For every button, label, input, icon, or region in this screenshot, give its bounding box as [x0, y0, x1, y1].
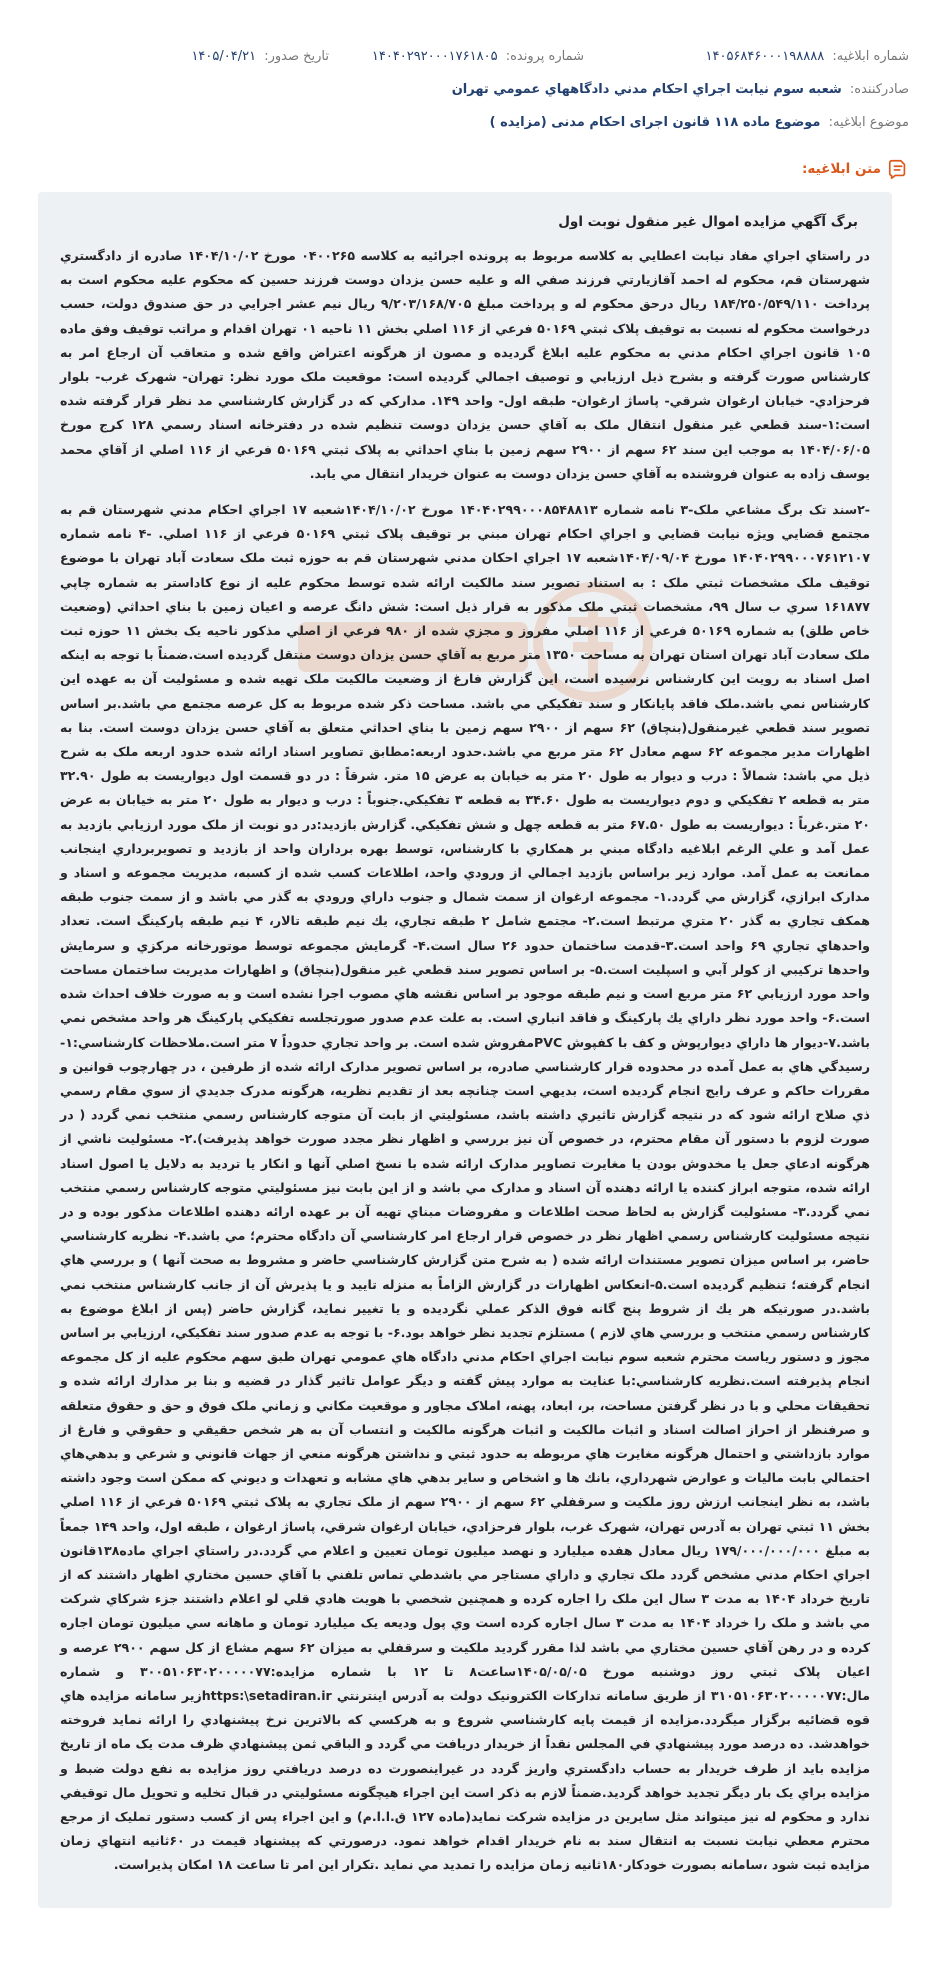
notice-title: برگ آگهي مزايده اموال غير منقول نوبت اول	[558, 214, 858, 230]
notice-content-box	[38, 192, 892, 1908]
subject-line	[30, 115, 909, 130]
document-chat-icon	[887, 158, 909, 180]
case-number	[372, 49, 584, 64]
case-number-label: شماره پرونده:	[505, 48, 584, 64]
subject-value: موضوع ماده ۱۱۸ قانون اجرای احکام مدنی (مزایده )	[489, 115, 821, 130]
notice-number-label: شماره ابلاغیه:	[832, 48, 909, 64]
sender-value: شعبه سوم نيابت اجراي احكام مدني دادگاههاي عمومي تهران	[451, 82, 842, 97]
issue-date	[191, 49, 329, 64]
notice-paragraph: در راستاي اجراي مفاد نيابت اعطايي به کلاسه مربوط به پرونده اجرائيه به کلاسه ۰۴۰۰۲۶۵ مورخ ۱۴۰۴/۱۰/۰۲ صادره از دادگستري شهرستان قم، محکوم له احمد آقازيارتي فرزند صفي اله و عليه حسن يزدان دوست فرزند حسين که محکوم عليه محکوم است به پرداخت ۱۸۴/۲۵۰/۵۴۹/۱۱۰ ريال درحق محکوم له و پرداخت مبلغ ۹/۲۰۳/۱۶۸/۷۰۵ ريال نيم عشر اجرايي در حق صندوق دولت، حسب درخواست محکوم له نسبت به توقيف پلاک ثبتي ۵۰۱۶۹ فرعي از ۱۱۶ اصلي بخش ۱۱ ناحيه ۰۱ تهران اقدام و مراتب توقيف وفق ماده ۱۰۵ قانون اجراي احکام مدني به محکوم عليه ابلاغ گرديده و مصون از هرگونه اعتراض واقع شده و متعاقب آن ارجاع امر به کارشناس صورت گرفته و بشرح ذيل ارزيابي و توصيف اجمالي گرديده است: موقعيت ملک مورد نظر: تهران- شهرک غرب- بلوار فرحزادي- خيابان ارغوان شرقي- پاساژ ارغوان- طبقه اول- واحد ۱۴۹. مدارکي که در گزارش کارشناسي مد نظر قرار گرفته شده است:۱-سند قطعي غير منقول انتقال ملک به آقاي حسن يزدان دوست تنظيم شده در دفترخانه اسناد رسمي ۱۲۸ کرج مورخ ۱۴۰۴/۰۶/۰۵ به موجب اين سند ۶۲ سهم از ۲۹۰۰ سهم زمين با بناي احداثي به پلاک ثبتي ۵۰۱۶۹ فرعي از ۱۱۶ اصلي از آقاي محمد يوسف زاده به عنوان فروشنده به آقاي حسن يزدان دوست به عنوان خريدار انتقال مي يابد.	[60, 248, 870, 481]
subject-label: موضوع ابلاغیه:	[828, 115, 909, 130]
case-number-value: ۱۴۰۴۰۲۹۲۰۰۰۱۷۶۱۸۰۵	[371, 48, 498, 64]
notice-meta-row	[30, 44, 909, 68]
notice-number-value: ۱۴۰۵۶۸۴۶۰۰۰۱۹۸۸۸۸	[705, 48, 825, 64]
notice-paragraph: -۲سند تک برگ مشاعي ملک-۳ نامه شماره ۱۴۰۴۰۲۹۹۰۰۰۸۵۴۸۸۱۳ مورخ ۱۴۰۴/۱۰/۰۲شعبه ۱۷ اجراي احکام مدني شهرستان قم به مجتمع قضايي ويژه نيابت قضايي و اجراي احکام تهران مبني بر توقيف پلاک ثبتي ۵۰۱۶۹ فرعي از ۱۱۶ اصلي. -۴ نامه شماره ۱۴۰۴۰۲۹۹۰۰۰۷۶۱۲۱۰۷ مورخ ۱۴۰۴/۰۹/۰۴شعبه ۱۷ اجراي احکان مدني شهرستان قم به حوزه ثبت ملک سعادت آباد تهران با موضوع توقيف ملک مشخصات ثبتي ملک : به استناد تصوير سند مالکيت ارائه شده توسط محکوم عليه از نوع کاداستر به شماره چاپي ۱۶۱۸۷۷ سري ب سال ۹۹، مشخصات ثبتي ملک مذکور به قرار ذيل است: شش دانگ عرصه و اعيان زمين با بناي احداثي (وضعيت خاص طلق) به شماره ۵۰۱۶۹ فرعي از ۱۱۶ اصلي مفروز و مجزي شده از ۹۸۰ فرعي از اصلي مذکور ناحيه يک بخش ۱۱ حوزه ثبت ملک سعادت آباد تهران استان تهران به مساحت ۱۳۵۰ متر مربع به آقاي حسن يزدان دوست منتقل گرديده است.ضمناً با توجه به اينکه اصل اسناد به رويت اين کارشناس نرسيده است، اين گزارش فارغ از وضعيت مالکيت ملک تهيه شده و مسئوليت آن به عهده اين کارشناس نمي باشد.ملک فاقد پايانکار و سند تفکيکي مي باشد. مساحت ذکر شده مربوط به کل عرصه مجتمع مي باشد.بر اساس تصوير سند قطعي غيرمنقول(بنچاق) ۶۲ سهم از ۲۹۰۰ سهم زمين با بناي احداثي متعلق به آقاي حسن يزدان دوست است. بنا به اظهارات مدير مجموعه ۶۲ سهم معادل ۶۲ متر مربع مي باشد.حدود اربعه:مطابق تصاوير اسناد ارائه شده حدود اربعه ملک به شرح ذيل مي باشد: شمالاً : درب و ديوار به طول ۲۰ متر به خيابان به عرض ۱۵ متر. شرقاً : در دو قسمت اول ديواريست به طول ۳۲.۹۰ متر به قطعه ۲ تفکيکي و دوم ديواريست به طول ۳۴.۶۰ به قطعه ۳ تفکيکي.جنوباً : درب و ديوار به طول ۲۰ متر به خيابان به عرض ۲۰ متر.غرباً : ديواريست به طول ۶۷.۵۰ متر به قطعه چهل و شش تفکيکي. گزارش بازديد:در دو نوبت از ملک مورد ارزيابي بازديد به عمل آمد و علي الرغم ابلاغيه دادگاه مبني بر همکاري با کارشناس، توسط بهره برداران واحد از بازديد و تصويربرداري اينجانب ممانعت به عمل آمد. موارد زير براساس بازديد اجمالي از ورودي واحد، اطلاعات کسب شده از کسبه، مديريت مجموعه و اسناد و مدارک ابرازي، گزارش مي گردد.۱- مجموعه ارغوان از سمت شمال و جنوب داراي ورودي به گذر مي باشد و از سمت جنوب طبقه همکف تجاري به گذر ۲۰ متري مرتبط است.۲- مجتمع شامل ۲ طبقه تجاري، يك نيم طبقه تالار، ۴ نيم طبقه پارکينگ است. تعداد واحدهاي تجاري ۶۹ واحد است.۳-قدمت ساختمان حدود ۲۶ سال است.۴- گرمايش مجموعه توسط موتورخانه مرکزي و سرمايش واحدها ترکيبي از کولر آبي و اسپليت است.۵- بر اساس تصوير سند قطعي غير منقول(بنچاق) و اظهارات مديريت ساختمان مساحت واحد مورد ارزيابي ۶۲ متر مربع است و نيم طبقه موجود بر اساس نقشه هاي مصوب اجرا نشده است و به صورت خلاف احداث شده است.۶- واحد مورد نظر داراي يك پارکينگ و فاقد انباري است. به علت عدم صدور صورتجلسه تفکيکي پارکينگ هر واحد مشخص نمي باشد.۷-ديوار ها داراي ديوارپوش و کف با کفپوش PVCمفروش شده است. بر واحد تجاري حدوداً ۷ متر است.ملاحظات کارشناسي:۱- رسيدگي هاي به عمل آمده در محدوده قرار کارشناسي صادره، بر اساس تصوير مدارک ارائه شده از طرفين ، در چهارچوب قوانين و مقررات حاکم و عرف رايج انجام گرديده است، بديهي است چنانچه بعد از تقديم نظريه، هرگونه مدرک جديدي از سوي مقام رسمي ذي صلاح ارائه شود که در نتيجه گزارش تاثيري داشته باشد، مسئوليتي از بابت آن متوجه کارشناس رسمي منتخب نمي گردد ( در صورت لزوم با دستور آن مقام محترم، در خصوص آن نيز بررسي و اظهار نظر مجدد صورت خواهد پذيرفت).۲- مسئوليت ناشي از هرگونه ادعاي جعل يا مخدوش بودن يا مغايرت تصاوير مدارک ارائه شده با نسخ اصلي آنها و انکار يا ترديد به دلايل يا اصول اسناد ارائه شده، متوجه ابراز کننده يا ارائه دهنده آن اسناد و مدارک مي باشد و از اين بابت نيز مسئوليتي متوجه کارشناس رسمي منتخب نمي گردد.۳- مسئوليت گزارش به لحاظ صحت اطلاعات و مفروضات مبناي تهيه آن بر عهده ارائه دهنده اطلاعات مذکور بوده و در نتيجه مسئوليت کارشناس رسمي اظهار نظر در خصوص قرار ارجاع امر کارشناسي آن دادگاه محترم؛ مي باشد.۴- نظريه کارشناسي حاضر، بر اساس ميزان تصوير مستندات ارائه شده ( به شرح متن گزارش کارشناسي حاضر و مشروط به صحت آنها ) و بررسي هاي انجام گرفته؛ تنظيم گرديده است.۵-انعکاس اظهارات در گزارش الزاماً به منزله تاييد و يا پذيرش آن از جانب کارشناس منتخب نمي باشد.در صورتيکه هر يك از شروط پنج گانه فوق الذکر عملي نگرديده و يا تغيير نمايد، گزارش حاضر (پس از ابلاغ موضوع به کارشناس رسمي منتخب و بررسي هاي لازم ) مستلزم تجديد نظر خواهد بود.۶- با توجه به عدم صدور سند تفکيکي، ارزيابي بر اساس مجوز و دستور رياست محترم شعبه سوم نيابت اجراي احکام مدني دادگاه هاي عمومي تهران طبق سهم محکوم عليه از کل مجموعه انجام پذيرفته است.نظريه کارشناسي:با عنايت به موارد پيش گفته و ديگر عوامل تاثير گذار در قضيه و بنا بر مدارك ارائه شده و تحقيقات محلي و با در نظر گرفتن مساحت، بر، ابعاد، پهنه، املاک مجاور و موقعيت مکاني و زماني ملک فوق و حق و حقوق متعلقه و صرفنظر از احراز اصالت اسناد و اثبات مالکيت و اثبات هرگونه مالکيت و انتساب آن به هر شخص حقيقي و حقوقي و فارغ از موارد بازداشتي و احتمال هرگونه مغايرت هاي مربوطه به حدود ثبتي و نداشتن هرگونه منعي از جهات قانوني و شرعي و بدهي‌هاي احتمالي بابت ماليات و عوارض شهرداري، بانك ها و اشخاص و ساير بدهي هاي مشابه و تعهدات و ديوني كه ممكن است وجود داشته باشد، به نظر اينجانب ارزش روز ملکيت و سرقفلي ۶۲ سهم از ۲۹۰۰ سهم از ملک تجاري به پلاک ثبتي ۵۰۱۶۹ فرعي از ۱۱۶ اصلي بخش ۱۱ ثبتي تهران به آدرس تهران، شهرک غرب، بلوار فرحزادي، خيابان ارغوان شرقي، پاساژ ارغوان ، طبقه اول، واحد ۱۴۹ جمعاً به مبلغ ۱۷۹/۰۰۰/۰۰۰/۰۰۰ ريال معادل هفده ميليارد و نهصد ميليون تومان تعيين و اعلام مي گردد.در راستاي اجراي ماده۱۳۸قانون اجراي احکام مدني مشخص گردد ملک تجاري و داراي مستاجر مي باشدطي تماس تلفني با آقاي حسين مختاري اظهار داشتند که از تاريخ خرداد ۱۴۰۴ به مدت ۳ سال اين ملک را اجاره کرده و همچنين شخصي با هويت هادي قلي لو اعلام داشتند جزء شرکاي شرکت مي باشد و ملک را خرداد ۱۴۰۴ به مدت ۳ سال اجاره کرده است وي پول وديعه يک ميليارد تومان و ماهانه سي ميليون تومان اجاره کرده و در رهن آقاي حسين مختاري مي باشد لذا مقرر گرديد ملکيت و سرقفلي به ميزان ۶۲ سهم مشاع از کل سهم ۲۹۰۰ عرصه و اعيان پلاک ثبتي روز دوشنبه مورخ ۱۴۰۵/۰۵/۰۵ساعت۸ تا ۱۲ با شماره مزايده:۳۰۰۵۱۰۶۳۰۲۰۰۰۰۰۷۷ و شماره مال:۳۱۰۵۱۰۶۳۰۲۰۰۰۰۰۷۷ از طريق سامانه تدارکات الکترونيک دولت به آدرس اينترنتي https:\setadiran.irزير سامانه مزايده هاي قوه قضائيه برگزار ميگردد.مزايده از قيمت پايه کارشناسي شروع و به هرکسي که بالاترين نرخ پيشنهادي را ارائه نمايد فروخته خواهدشد. ده درصد مورد پيشنهادي في المجلس نقداً از خريدار دريافت مي گردد و الباقي ثمن پيشنهادي ظرف مدت يک ماه از تاريخ مزايده بايد از طرف خريدار به حساب دادگستري واريز گردد در غيراينصورت ده درصد دريافتي روز مزايده به نفع دولت ضبط و مزايده براي يک بار ديگر تجديد خواهد گرديد.ضمناً لازم به ذکر است اين اجراء هيچگونه مسئوليتي در قبال تخليه و تحويل مال توقيفي ندارد و محکوم له نيز ميتواند مثل سايرين در مزايده شرکت نمايد(ماده ۱۲۷ ق.ا.ا.م) و اين اجراء پس از کسب دستور تمليک از مرجع محترم معطي نيابت نسبت به انتقال سند به نام خريدار اقدام خواهد نمود. درصورتي که پيشنهاد قيمت در ۶۰ثانيه انتهاي زمان مزايده ثبت شود ،سامانه بصورت خودکار۱۸۰ثانيه زمان مزايده را تمديد مي نمايد .تکرار اين امر تا ساعت ۱۸ امکان پذيراست.	[60, 502, 871, 1873]
notice-text-label: متن ابلاغیه:	[802, 161, 881, 177]
notice-text-heading	[802, 158, 909, 180]
notice-number	[706, 49, 910, 64]
issue-date-value: ۱۴۰۵/۰۴/۲۱	[191, 48, 257, 64]
sender-line	[30, 82, 909, 97]
notice-body	[60, 244, 870, 1890]
issue-date-label: تاریخ صدور:	[264, 48, 329, 64]
sender-label: صادرکننده:	[849, 82, 909, 97]
